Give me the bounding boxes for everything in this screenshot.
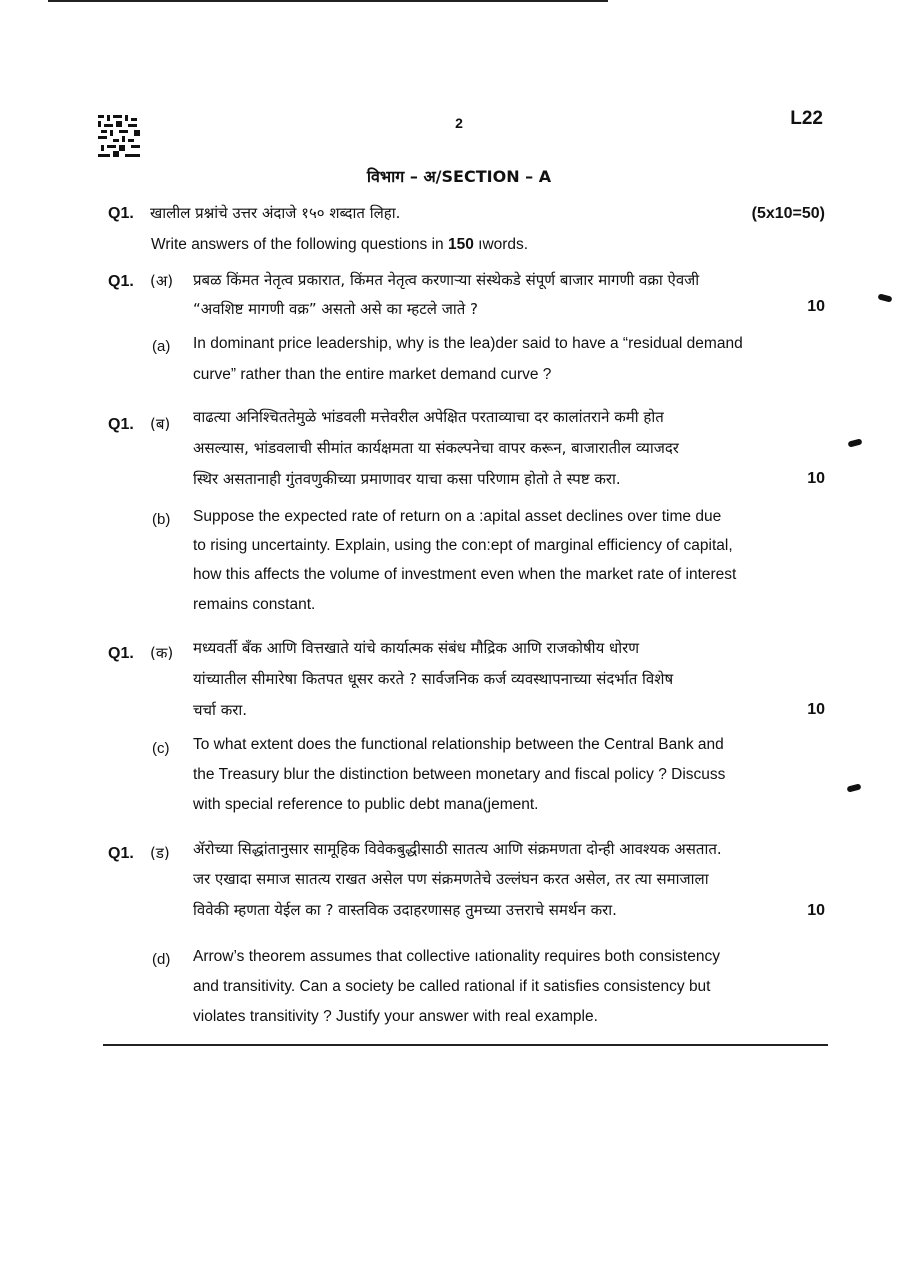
question-label: Q1. xyxy=(108,416,134,433)
question-english-line: how this affects the volume of investment even when the market rate of interest xyxy=(193,566,737,583)
sub-label-marathi: (ड) xyxy=(150,844,170,862)
question-marathi-line: ॲरोच्या सिद्धांतानुसार सामूहिक विवेकबुद्धीसाठी सातत्य आणि संक्रमणता दोन्ही आवश्यक असतात. xyxy=(193,840,722,858)
question-label: Q1. xyxy=(108,205,134,222)
top-rule xyxy=(48,0,608,2)
margin-mark xyxy=(877,293,892,302)
question-english-line: to rising uncertainty. Explain, using the con:ept of marginal efficiency of capital, xyxy=(193,537,733,554)
margin-mark xyxy=(847,438,862,447)
question-english-line: violates transitivity ? Justify your answer with real example. xyxy=(193,1008,598,1025)
question-marathi-line: यांच्यातील सीमारेषा कितपत धूसर करते ? सार्वजनिक कर्ज व्यवस्थापनाच्या संदर्भात विशेष xyxy=(193,670,674,688)
question-english-line: To what extent does the functional relationship between the Central Bank and xyxy=(193,736,724,753)
sub-label-marathi: (क) xyxy=(150,644,174,662)
sub-label-english: (d) xyxy=(152,951,171,968)
instruction-english: Write answers of the following questions in 150 ıwords. xyxy=(151,236,529,253)
question-english-line: In dominant price leadership, why is the lea)der said to have a “residual demand xyxy=(193,335,743,352)
sub-label-marathi: (ब) xyxy=(150,415,171,433)
sub-label-english: (a) xyxy=(152,338,171,355)
sub-label-marathi: (अ) xyxy=(150,272,174,290)
question-marathi-line: “अवशिष्ट मागणी वक्र” असतो असे का म्हटले जाते ? xyxy=(193,300,479,318)
question-marks: 10 xyxy=(807,470,825,487)
question-marks: 10 xyxy=(807,701,825,718)
sub-label-english: (b) xyxy=(152,511,171,528)
question-label: Q1. xyxy=(108,273,134,290)
question-english-line: and transitivity. Can a society be called rational if it satisfies consistency but xyxy=(193,978,711,995)
question-english-line: remains constant. xyxy=(193,596,316,613)
question-english-line: with special reference to public debt mana(jement. xyxy=(193,796,539,813)
question-english-line: Suppose the expected rate of return on a :apital asset declines over time due xyxy=(193,508,722,525)
page-number: 2 xyxy=(455,115,463,131)
question-marathi-line: चर्चा करा. xyxy=(193,701,248,719)
question-english-line: curve” rather than the entire market demand curve ? xyxy=(193,366,552,383)
question-marathi-line: वाढत्या अनिश्चिततेमुळे भांडवली मत्तेवरील अपेक्षित परताव्याचा दर कालांतराने कमी होत xyxy=(193,408,664,426)
question-marks: 10 xyxy=(807,902,825,919)
paper-code: L22 xyxy=(790,108,823,129)
question-label: Q1. xyxy=(108,645,134,662)
question-marks: 10 xyxy=(807,298,825,315)
question-english-line: the Treasury blur the distinction between monetary and fiscal policy ? Discuss xyxy=(193,766,726,783)
instruction-marathi: खालील प्रश्नांचे उत्तर अंदाजे १५० शब्दात लिहा. xyxy=(150,204,401,222)
margin-mark xyxy=(846,783,861,792)
question-marathi-line: प्रबळ किंमत नेतृत्व प्रकारात, किंमत नेतृत्व करणाऱ्या संस्थेकडे संपूर्ण बाजार मागणी वक्रा ऐवजी xyxy=(193,271,700,289)
question-marathi-line: असल्यास, भांडवलाची सीमांत कार्यक्षमता या संकल्पनेचा वापर करून, बाजारातील व्याजदर xyxy=(193,439,679,457)
question-marathi-line: विवेकी म्हणता येईल का ? वास्तविक उदाहरणासह तुमच्या उत्तराचे समर्थन करा. xyxy=(193,901,617,919)
total-marks: (5x10=50) xyxy=(751,205,825,222)
question-label: Q1. xyxy=(108,845,134,862)
question-marathi-line: स्थिर असतानाही गुंतवणुकीच्या प्रमाणावर याचा कसा परिणाम होतो ते स्पष्ट करा. xyxy=(193,470,621,488)
question-marathi-line: जर एखादा समाज सातत्य राखत असेल पण संक्रमणतेचे उल्लंघन करत असेल, तर त्या समाजाला xyxy=(193,870,709,888)
question-marathi-line: मध्यवर्ती बँक आणि वित्तखाते यांचे कार्यात्मक संबंध मौद्रिक आणि राजकोषीय धोरण xyxy=(193,639,640,657)
question-english-line: Arrow’s theorem assumes that collective ıationality requires both consistency xyxy=(193,948,720,965)
bottom-rule xyxy=(103,1044,828,1046)
section-heading: विभाग – अ/SECTION – A xyxy=(366,167,552,186)
sub-label-english: (c) xyxy=(152,740,170,757)
